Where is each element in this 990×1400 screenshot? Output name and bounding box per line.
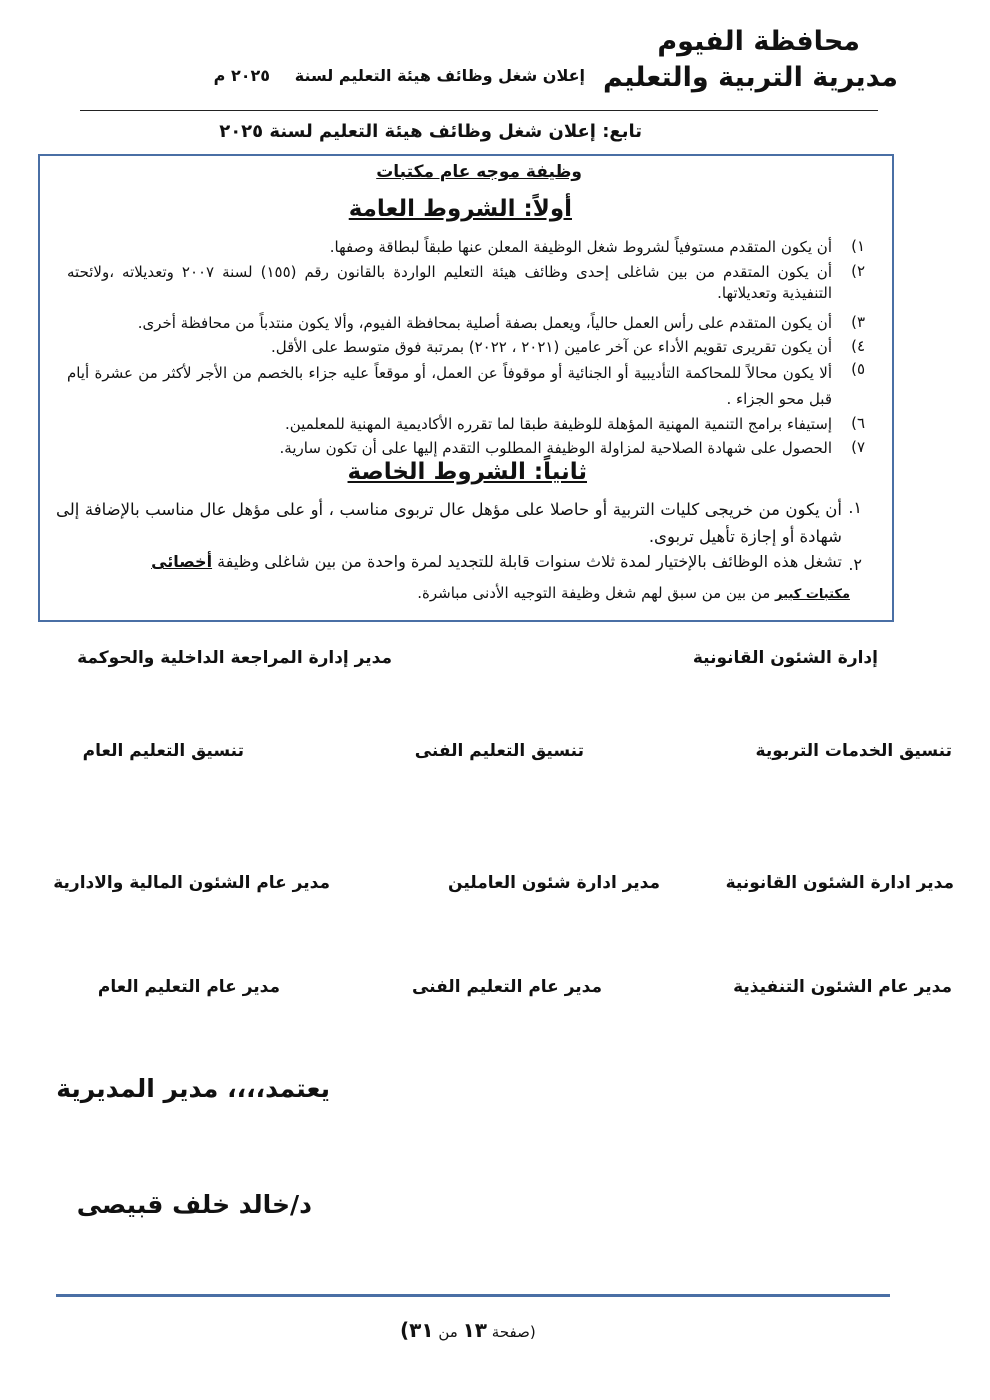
general-item: الحصول على شهادة الصلاحية لمزاولة الوظيفة المطلوب التقدم إليها على أن تكون سارية.: [279, 439, 832, 457]
signature-edu-services-coord: تنسيق الخدمات التربوية: [755, 741, 952, 761]
job-title: وظيفة موجه عام مكتبات: [376, 162, 582, 182]
director-name: د/خالد خلف قبيصى: [76, 1190, 312, 1219]
item-number: ٦): [851, 414, 865, 432]
special-item-emphasis: مكتبات كبير: [775, 587, 850, 602]
header-announcement-year: ٢٠٢٥ م: [213, 66, 270, 85]
general-item: أن يكون المتقدم مستوفياً لشروط شغل الوظيفة المعلن عنها طبقاً لبطاقة وصفها.: [329, 238, 832, 256]
page-current: ١٣: [462, 1318, 487, 1342]
header-announcement: إعلان شغل وظائف هيئة التعليم لسنة: [294, 66, 585, 85]
item-number: ٥): [851, 360, 865, 378]
special-item: [151, 552, 842, 571]
general-item: ألا يكون محالاً للمحاكمة التأديبية أو الجنائية أو موقوفاً عن العمل، أو موقعاً عليه جزاء بالخصم من الأجر لأكثر من عشرة أيام قبل محو الجزاء .: [67, 364, 832, 408]
governorate-name: محافظة الفيوم: [657, 26, 860, 57]
item-number: ٢.: [848, 555, 862, 574]
item-number: ١): [851, 237, 865, 255]
header-divider: [80, 110, 878, 111]
general-conditions-heading: أولاً: الشروط العامة: [348, 196, 572, 222]
page-number: [400, 1318, 536, 1342]
item-number: ٣): [851, 313, 865, 331]
special-item-continuation: [417, 584, 850, 602]
item-number: ١.: [848, 498, 862, 517]
special-conditions-heading: ثانياً: الشروط الخاصة: [347, 459, 587, 485]
special-item-text: من بين من سبق لهم شغل وظيفة التوجيه الأدنى مباشرة.: [417, 584, 776, 602]
general-item: أن يكون المتقدم على رأس العمل حالياً، ويعمل بصفة أصلية بمحافظة الفيوم، وألا يكون منتدباً من محافظة أخرى.: [137, 314, 832, 332]
special-item-emphasis: أخصائى: [151, 552, 213, 571]
approval-line: يعتمد،،،، مدير المديرية: [56, 1074, 330, 1103]
signature-technical-edu-coord: تنسيق التعليم الفنى: [414, 741, 584, 761]
signature-legal-director: مدير ادارة الشئون القانونية: [725, 873, 954, 893]
item-number: ٢): [851, 262, 865, 280]
special-item-text: تشغل هذه الوظائف بالإختيار لمدة ثلاث سنوات قابلة للتجديد لمرة واحدة من بين شاغلى وظيفة: [217, 552, 842, 571]
signature-legal-affairs: إدارة الشئون القانونية: [692, 648, 878, 668]
footer-divider: [56, 1294, 890, 1297]
page-total: ٣١): [400, 1318, 434, 1342]
continuation-title: تابع: إعلان شغل وظائف هيئة التعليم لسنة ٢٠٢٥: [219, 121, 642, 142]
general-item: إستيفاء برامج التنمية المهنية المؤهلة للوظيفة طبقا لما تقرره الأكاديمية المهنية للمعلمين.: [284, 415, 832, 433]
item-number: ٤): [851, 337, 865, 355]
signature-personnel-director: مدير ادارة شئون العاملين: [448, 873, 660, 893]
signature-technical-edu-director: مدير عام التعليم الفنى: [411, 977, 602, 997]
general-item: أن يكون تقريرى تقويم الأداء عن آخر عامين (٢٠٢١ ، ٢٠٢٢) بمرتبة فوق متوسط على الأقل.: [270, 338, 832, 356]
directorate-name: مديرية التربية والتعليم: [603, 62, 898, 93]
signature-internal-audit: مدير إدارة المراجعة الداخلية والحوكمة: [77, 648, 392, 668]
general-item: أن يكون المتقدم من بين شاغلى إحدى وظائف هيئة التعليم الواردة بالقانون رقم (١٥٥) لسنة ٢٠٠٧ وتعديلاته ،ولائحته التنفيذية وتعديلاتها.: [67, 263, 832, 302]
signature-executive-director: مدير عام الشئون التنفيذية: [733, 977, 952, 997]
signature-general-edu-coord: تنسيق التعليم العام: [82, 741, 244, 761]
signature-general-edu-director: مدير عام التعليم العام: [97, 977, 280, 997]
page-label: (صفحة: [491, 1323, 536, 1341]
signature-finance-director: مدير عام الشئون المالية والادارية: [53, 873, 330, 893]
special-item: أن يكون من خريجى كليات التربية أو حاصلا على مؤهل عال تربوى مناسب ، أو على مؤهل عال مناسب بالإضافة إلى شهادة أو إجازة تأهيل تربوى.: [56, 500, 842, 546]
item-number: ٧): [851, 438, 865, 456]
page-of: من: [438, 1323, 458, 1341]
